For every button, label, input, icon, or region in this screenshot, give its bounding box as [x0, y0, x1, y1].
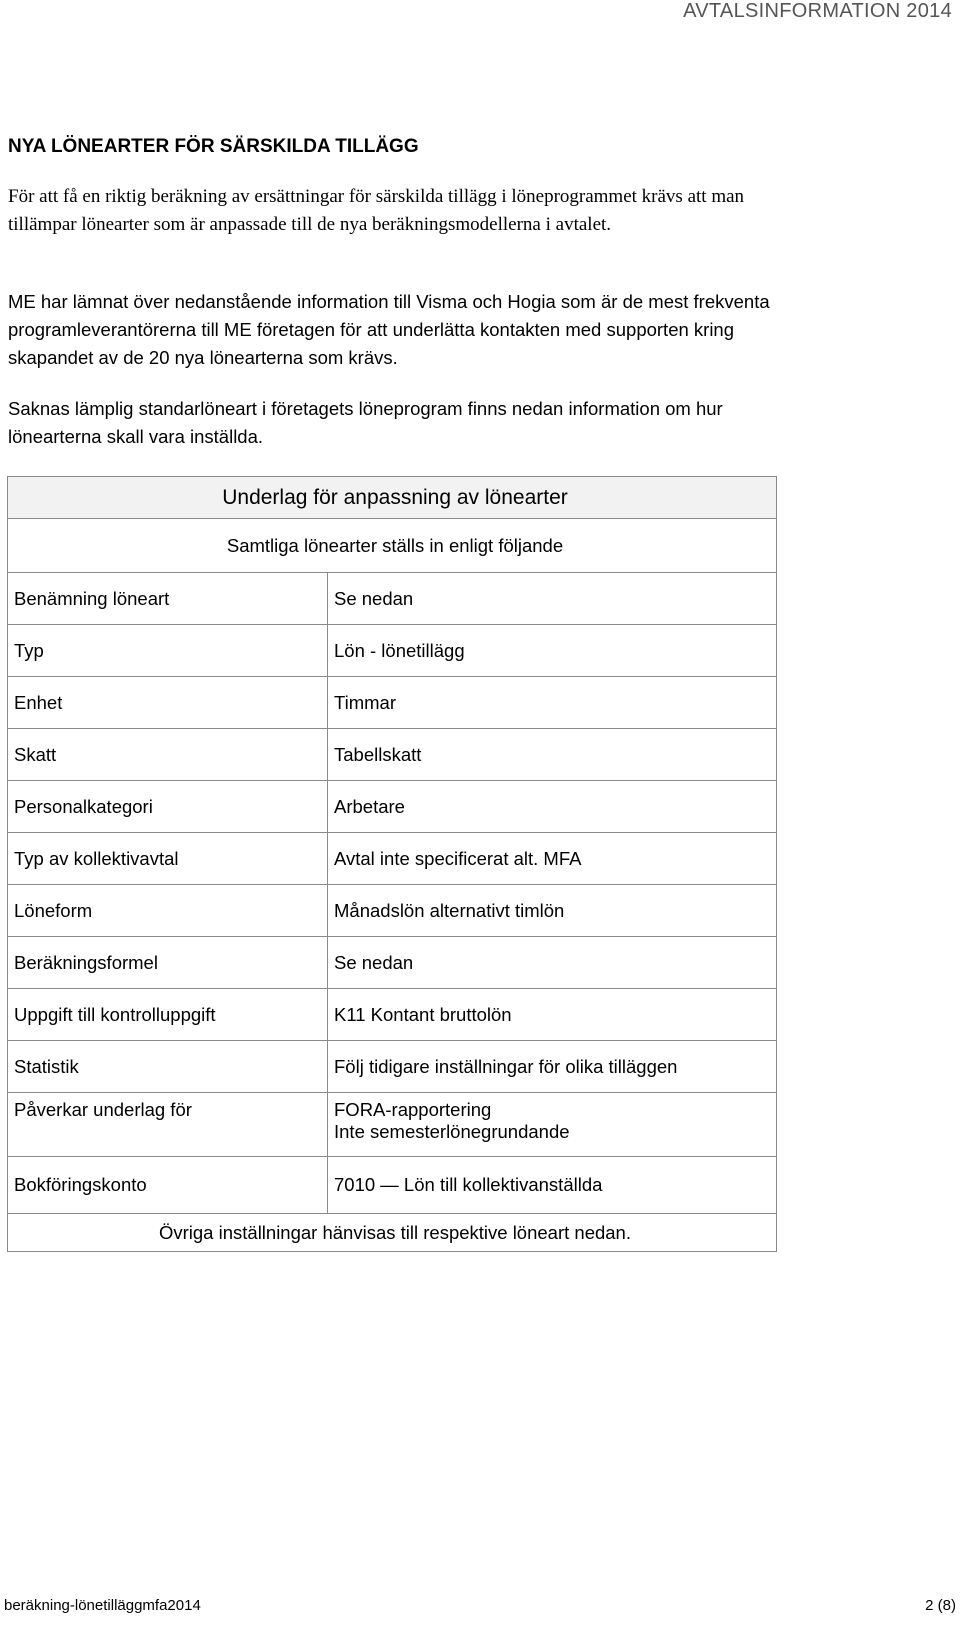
info-paragraph: ME har lämnat över nedanstående information till Visma och Hogia som är de mest frekventa programleverantörerna till ME företagen för att underlätta kontakten med supporten kring skapandet av de 20 nya lönearterna som krävs. [8, 291, 770, 368]
row-value: Arbetare [328, 781, 777, 833]
table-footer: Övriga inställningar hänvisas till respektive löneart nedan. [8, 1214, 777, 1252]
section-title: NYA LÖNEARTER FÖR SÄRSKILDA TILLÄGG [8, 136, 419, 157]
table-heading-row [8, 477, 777, 519]
row-label: Benämning löneart [8, 573, 328, 625]
table-subheading-row [8, 519, 777, 573]
table-footer-row [8, 1214, 777, 1252]
row-label: Skatt [8, 729, 328, 781]
row-value: Lön - lönetillägg [328, 625, 777, 677]
table-row [8, 729, 777, 781]
row-label: Bokföringskonto [8, 1157, 328, 1214]
table-row [8, 781, 777, 833]
row-value: Månadslön alternativt timlön [328, 885, 777, 937]
table-row [8, 677, 777, 729]
row-value: Se nedan [328, 937, 777, 989]
row-value: Se nedan [328, 573, 777, 625]
row-label: Påverkar underlag för [8, 1093, 328, 1157]
row-value [328, 1093, 777, 1157]
row-label: Enhet [8, 677, 328, 729]
table-row [8, 625, 777, 677]
footer-filename: beräkning-lönetilläggmfa2014 [4, 1597, 201, 1614]
table-row [8, 833, 777, 885]
running-header: AVTALSINFORMATION 2014 [683, 0, 952, 22]
row-value-line: FORA-rapportering [334, 1099, 492, 1120]
row-value: 7010 — Lön till kollektivanställda [328, 1157, 777, 1214]
table-row [8, 885, 777, 937]
table-row [8, 989, 777, 1041]
settings-table [7, 476, 777, 1252]
row-value: K11 Kontant bruttolön [328, 989, 777, 1041]
table-row [8, 1157, 777, 1214]
table-heading: Underlag för anpassning av lönearter [8, 477, 777, 519]
row-value: Avtal inte specificerat alt. MFA [328, 833, 777, 885]
row-value-line: Inte semesterlönegrundande [334, 1121, 570, 1142]
row-value: Följ tidigare inställningar för olika tilläggen [328, 1041, 777, 1093]
table-row [8, 573, 777, 625]
row-value: Timmar [328, 677, 777, 729]
row-label: Personalkategori [8, 781, 328, 833]
row-label: Statistik [8, 1041, 328, 1093]
row-value: Tabellskatt [328, 729, 777, 781]
row-label: Typ [8, 625, 328, 677]
row-label: Löneform [8, 885, 328, 937]
note-paragraph: Saknas lämplig standarlöneart i företagets löneprogram finns nedan information om hur lönearterna skall vara inställda. [8, 398, 723, 447]
table-row [8, 937, 777, 989]
row-label: Uppgift till kontrolluppgift [8, 989, 328, 1041]
footer-page-number: 2 (8) [925, 1597, 956, 1614]
row-label: Typ av kollektivavtal [8, 833, 328, 885]
intro-paragraph: För att få en riktig beräkning av ersättningar för särskilda tillägg i löneprogrammet krävs att man tillämpar lönearter som är anpassade till de nya beräkningsmodellerna i avtalet. [8, 186, 745, 235]
table-subheading: Samtliga lönearter ställs in enligt följande [8, 519, 777, 573]
table-row [8, 1041, 777, 1093]
row-label: Beräkningsformel [8, 937, 328, 989]
table-row [8, 1093, 777, 1157]
